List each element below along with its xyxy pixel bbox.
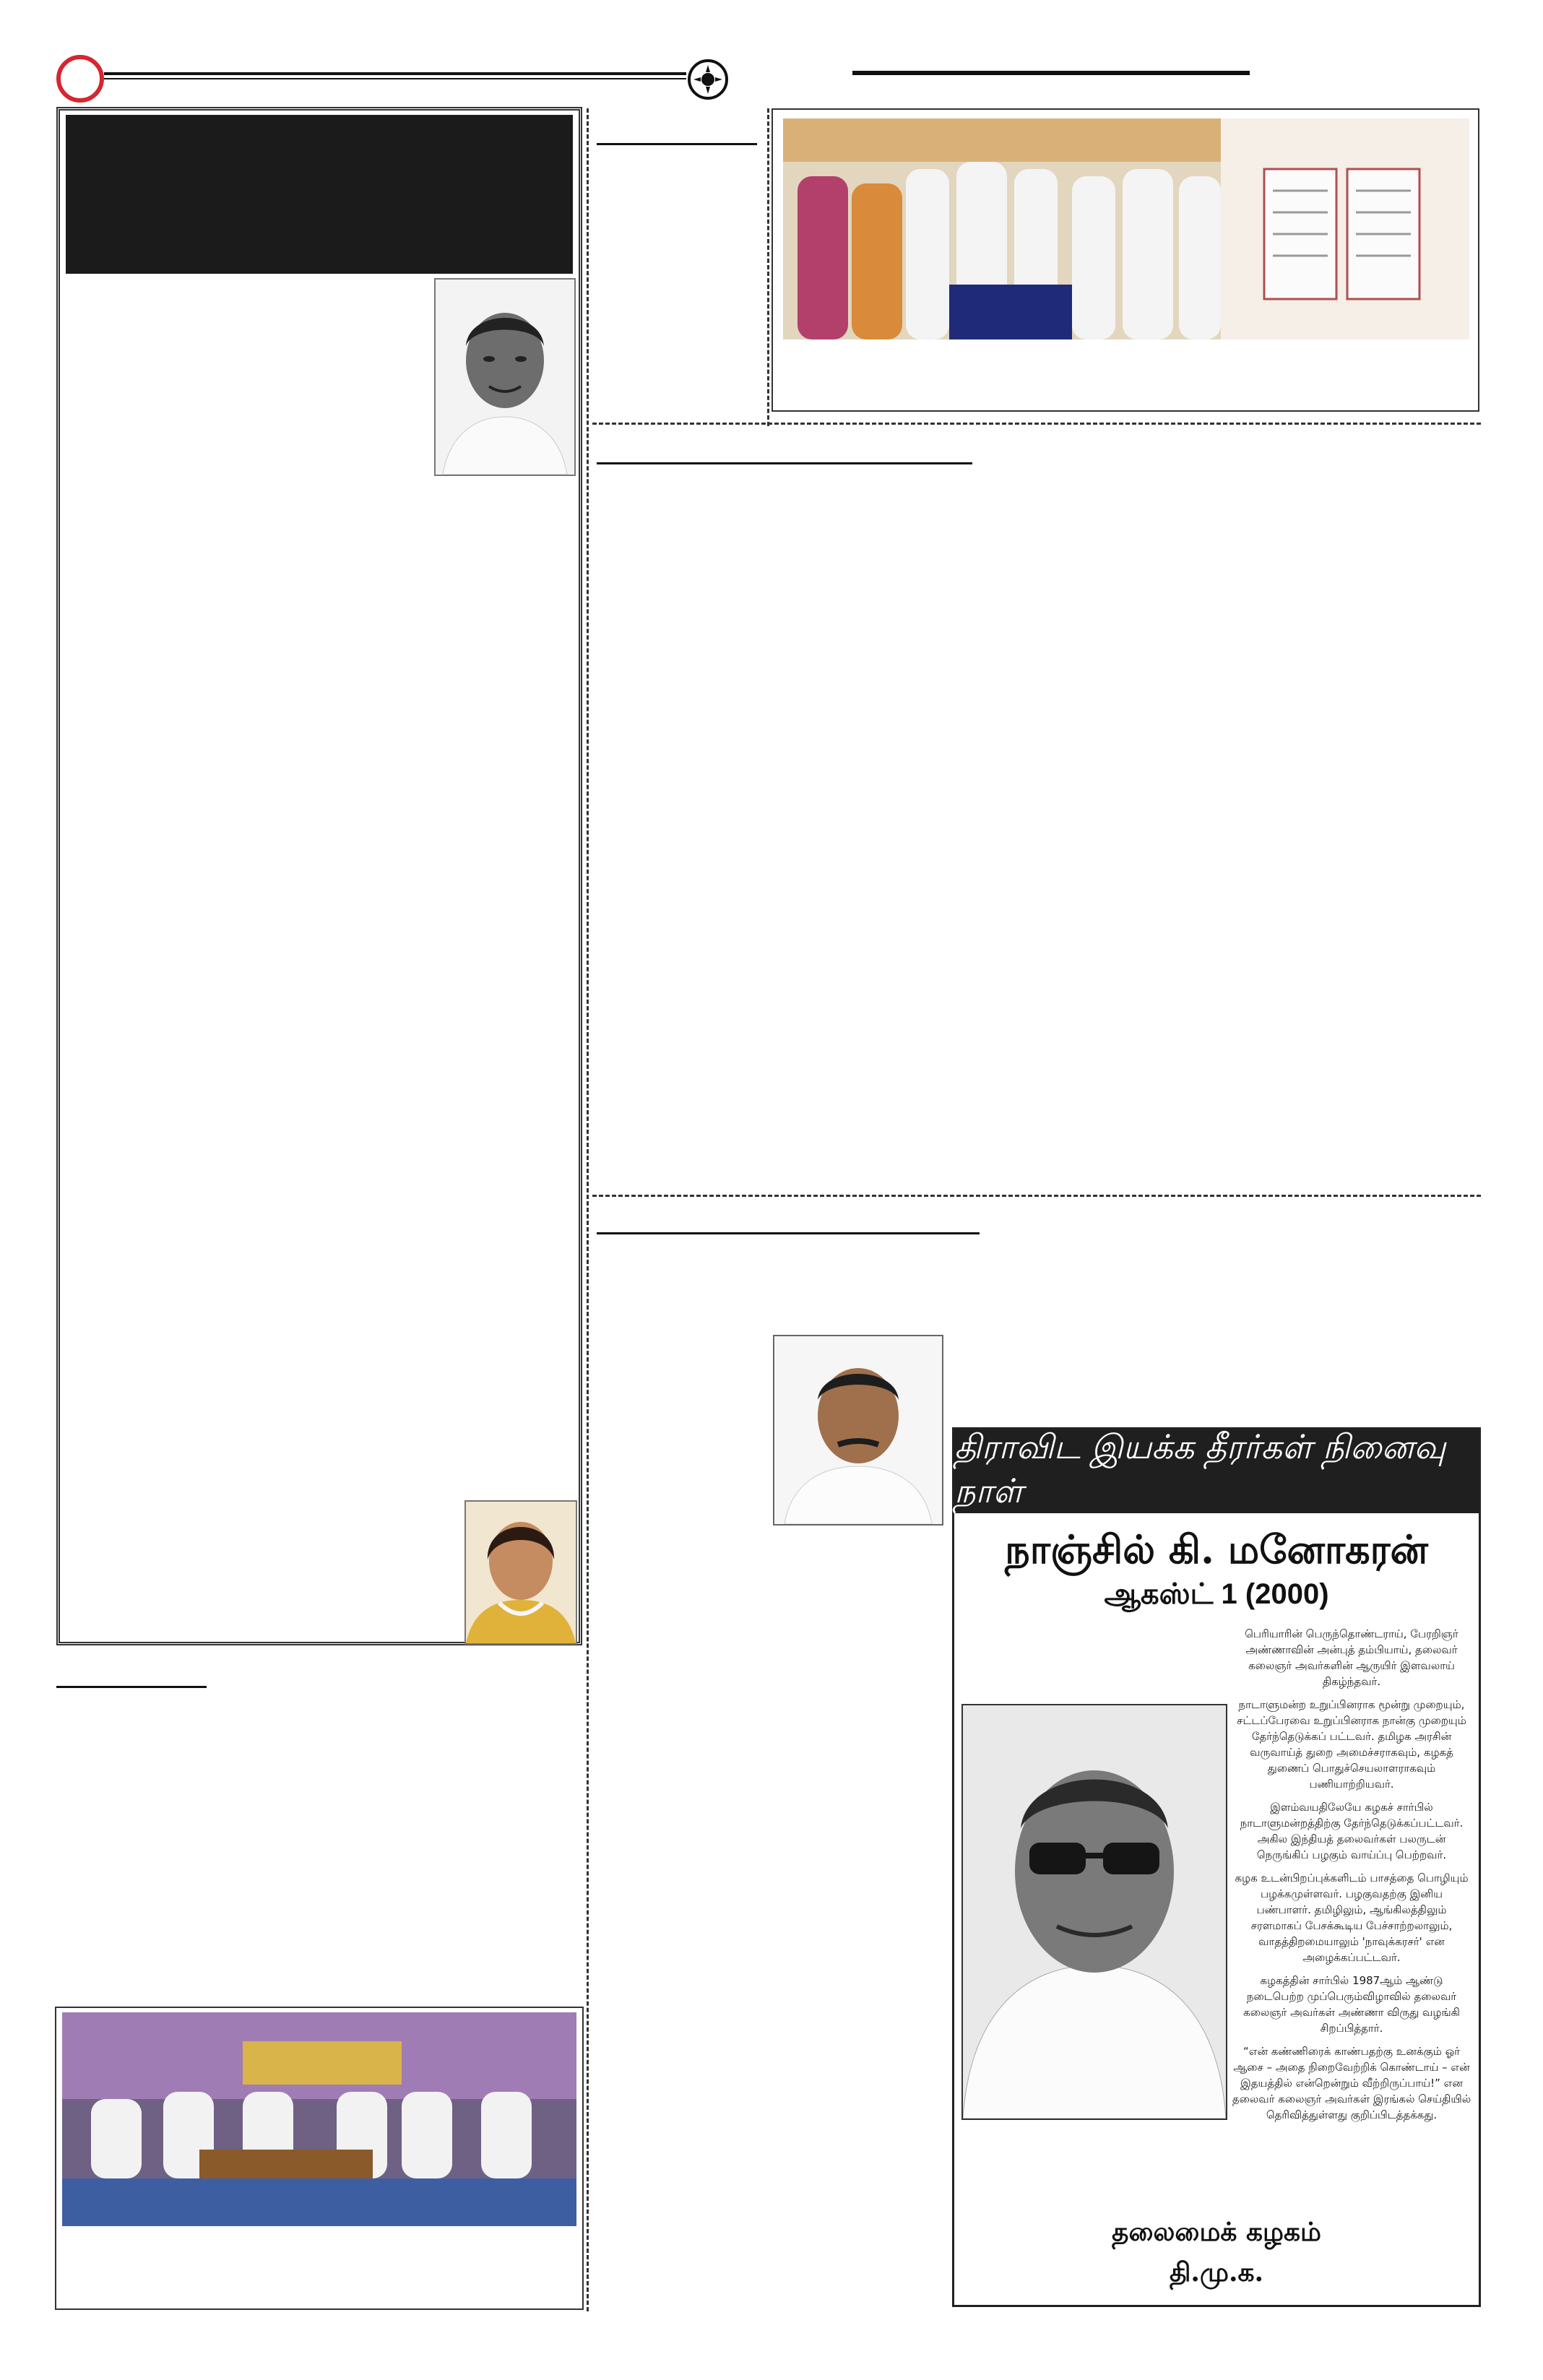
event-photo-box-left xyxy=(55,2007,584,2310)
memorial-paragraph: கழகத்தின் சார்பில் 1987ஆம் ஆண்டு நடைபெற்ற முப்பெரும்விழாவில் தலைவர் கலைஞர் அவர்கள் அண்ணா விருது வழங்கி சிறப்பித்தார். xyxy=(1243,1974,1460,2035)
portrait-man-photo-2 xyxy=(773,1335,943,1526)
party-emblem-icon xyxy=(688,59,728,100)
left-article-box xyxy=(56,107,582,1645)
memorial-paragraph: நாடாளுமன்ற உறுப்பினராக மூன்று முறையும், சட்டப்பேரவை உறுப்பினராக நான்கு முறையும் தேர்ந்தெடுக்கப் பட்டவர். தமிழக அரசின் வருவாய்த் துறை அமைச்சராகவும், கழகத் துணைப் பொதுச்செயலாளராகவும் பணியாற்றியவர். xyxy=(1237,1698,1466,1791)
memorial-paragraph: கழக உடன்பிறப்புக்களிடம் பாசத்தை பொழியும் பழக்கமுள்ளவர். பழகுவதற்கு இனிய பண்பாளர். தமிழிலும், ஆங்கிலத்திலும் சரளமாகப் பேசக்கூடிய பேச்சாற்றலாலும், வாதத்திறமையாலும் 'நாவுக்கரசர்' என அழைக்கப்பட்டவர். xyxy=(1235,1871,1469,1964)
masthead-rule-bottom xyxy=(104,78,686,79)
column-separator-left xyxy=(587,108,589,2311)
inscription-plaque-photo xyxy=(1221,118,1469,339)
memorial-paragraph: “என் கண்ணிரைக் காண்பதற்கு உனக்கும் ஓர் ஆசை – அதை நிறைவேற்றிக் கொண்டாய் – என் இதயத்தில் என்றென்றும் வீற்றிருப்பாய்!” என தலைவர் கலைஞர் அவர்கள் இரங்கல் செய்தியில் தெரிவித்துள்ளது குறிப்பிடத்தக்கது. xyxy=(1232,2045,1471,2121)
memorial-footer-party: தி.மு.க. xyxy=(1169,2257,1264,2288)
section-separator-2 xyxy=(592,1195,1481,1197)
memorial-description xyxy=(1232,1626,1471,2130)
memorial-portrait-photo xyxy=(961,1704,1227,2120)
event-photo-box-top xyxy=(772,108,1479,412)
ceremony-photo xyxy=(783,118,1221,339)
lower-section-rule xyxy=(597,1232,980,1234)
memorial-name: நாஞ்சில் கி. மனோகரன் xyxy=(1005,1526,1428,1572)
stage-event-photo xyxy=(62,2012,576,2226)
page-number-circle xyxy=(56,55,104,103)
memorial-paragraph: பெரியாரின் பெருந்தொண்டராய், பேரறிஞர் அண்ணாவின் அன்புத் தம்பியாய், தலைவர் கலைஞர் அவர்களின் ஆருயிர் இளவலாய் திகழ்ந்தவர். xyxy=(1245,1627,1458,1688)
middle-section-rule xyxy=(597,462,972,464)
left-subsection-rule xyxy=(56,1686,207,1688)
memorial-footer-org: தலைமைக் கழகம் xyxy=(1112,2217,1321,2247)
memorial-date: ஆகஸ்ட் 1 (2000) xyxy=(1104,1578,1329,1610)
memorial-banner: திராவிட இயக்க தீரர்கள் நினைவு நாள் xyxy=(954,1429,1479,1513)
section-separator-1 xyxy=(592,423,1481,425)
small-column-rule xyxy=(597,143,757,145)
left-article-header-bar xyxy=(66,115,573,274)
portrait-man-photo xyxy=(434,278,576,476)
memorial-paragraph: இளம்வயதிலேயே கழகச் சார்பில் நாடாளுமன்றத்திற்கு தேர்ந்தெடுக்கப்பட்டவர். அகில இந்தியத் தலைவர்கள் பலருடன் நெருங்கிப் பழகும் வாய்ப்பு பெற்றவர். xyxy=(1240,1801,1464,1861)
section-heading-rule xyxy=(852,71,1250,75)
masthead-rule-top xyxy=(104,72,686,75)
portrait-woman-photo xyxy=(464,1500,577,1645)
column-separator-mid xyxy=(767,108,769,426)
memorial-tribute-box xyxy=(952,1427,1481,2307)
